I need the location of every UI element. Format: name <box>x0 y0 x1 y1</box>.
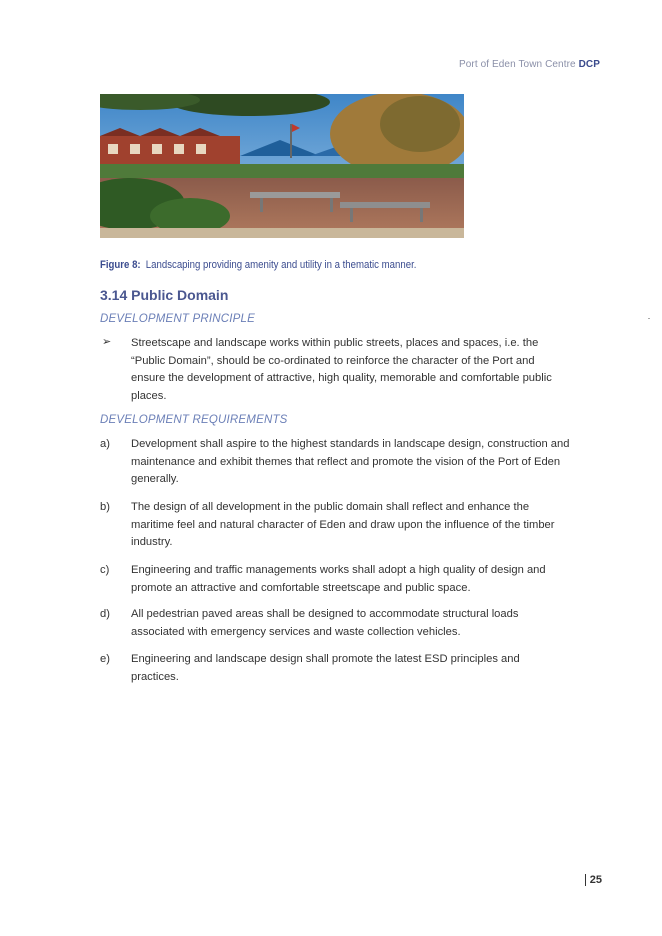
page-number: 25 <box>585 874 602 886</box>
header-title: Port of Eden Town Centre <box>458 59 576 70</box>
requirement-item <box>100 651 570 686</box>
requirement-letter: b) <box>100 501 110 513</box>
requirement-text: The design of all development in the public domain shall reflect and enhance the maritime feel and natural character of Eden and draw upon the influence of the timber industry. <box>131 501 555 548</box>
requirements-heading: DEVELOPMENT REQUIREMENTS <box>100 414 288 426</box>
requirement-letter: d) <box>100 608 110 620</box>
requirement-text: Development shall aspire to the highest standards in landscape design, construction and maintenance and exhibit themes that reflect and promote the vision of the Port of Eden generally. <box>131 438 570 485</box>
requirement-letter: c) <box>100 564 110 576</box>
requirement-text: Engineering and landscape design shall promote the latest ESD principles and practices. <box>131 653 520 683</box>
figure-photo <box>100 94 464 238</box>
requirement-text: Engineering and traffic managements works shall adopt a high quality of design and promote an attractive and comfortable streetscape and public space. <box>131 564 546 594</box>
margin-mark <box>648 318 650 319</box>
requirement-item <box>100 436 570 489</box>
requirement-letter: e) <box>100 653 110 665</box>
figure-label: Figure 8: <box>100 259 141 271</box>
arrow-bullet-icon: ➢ <box>102 336 112 348</box>
figure-caption <box>100 259 416 271</box>
header-suffix: DCP <box>578 59 600 70</box>
requirement-letter: a) <box>100 438 110 450</box>
principle-bullet-item <box>100 335 570 405</box>
section-title: 3.14 Public Domain <box>100 287 229 303</box>
requirement-item <box>100 606 570 641</box>
requirement-item <box>100 562 570 597</box>
principle-text: Streetscape and landscape works within public streets, places and spaces, i.e. the “Public Domain”, should be co-ordinated to reinforce the character of the Port and ensure the development of attractive, high quality, memorable and comfortable public places. <box>131 337 552 402</box>
requirement-text: All pedestrian paved areas shall be designed to accommodate structural loads associated with emergency services and waste collection vehicles. <box>131 608 519 638</box>
requirement-item <box>100 499 570 552</box>
running-header <box>459 59 600 70</box>
principle-heading: DEVELOPMENT PRINCIPLE <box>100 313 256 325</box>
figure-caption-text: Landscaping providing amenity and utility in a thematic manner. <box>145 259 417 271</box>
